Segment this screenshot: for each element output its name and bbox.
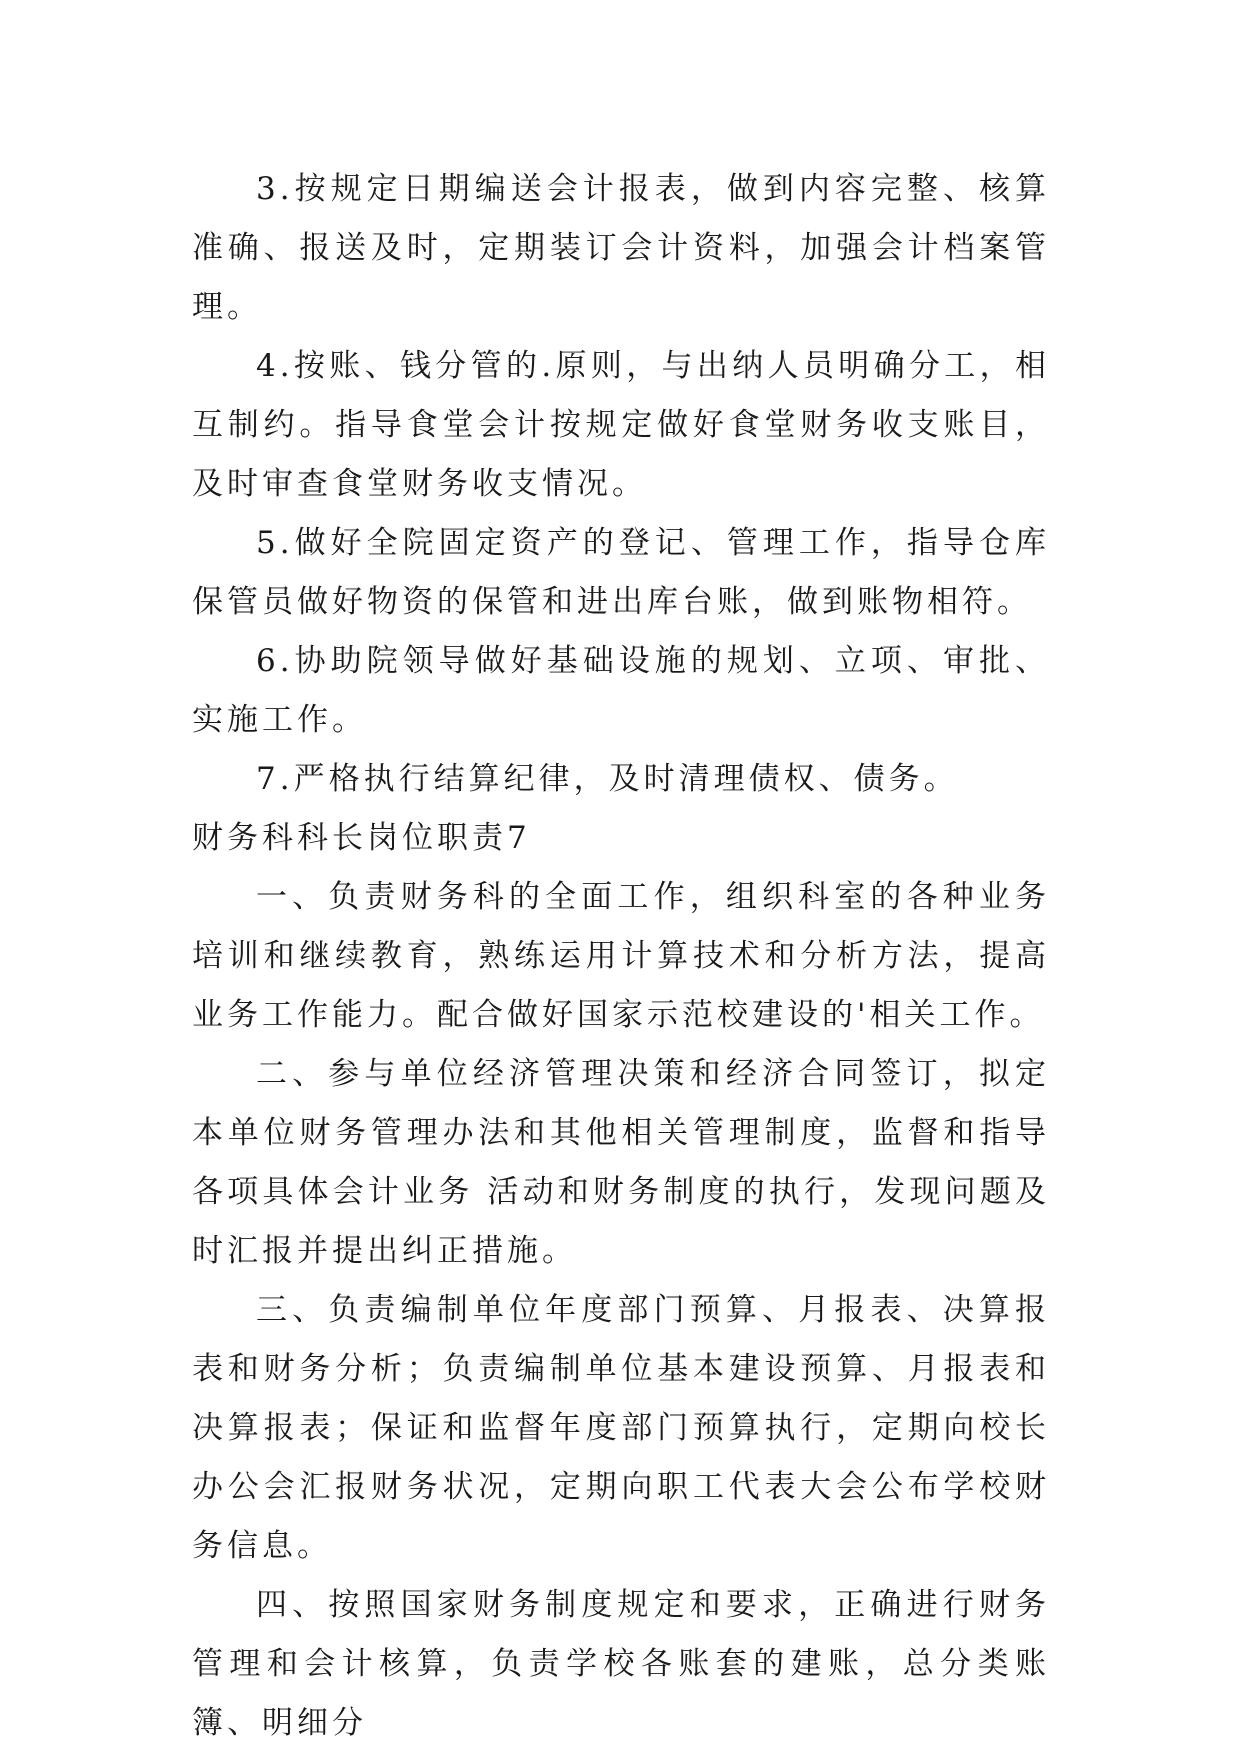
- paragraph-duty-1: 一、负责财务科的全面工作，组织科室的各种业务培训和继续教育，熟练运用计算技术和分析方法，提高业务工作能力。配合做好国家示范校建设的'相关工作。: [192, 879, 1050, 1033]
- paragraph-duty-4: 四、按照国家财务制度规定和要求，正确进行财务管理和会计核算，负责学校各账套的建账，总分类账簿、明细分: [192, 1587, 1050, 1741]
- document-body: [192, 160, 1050, 1753]
- paragraph-item-7: 7.严格执行结算纪律，及时清理债权、债务。: [256, 761, 959, 797]
- paragraph-duty-2: 二、参与单位经济管理决策和经济合同签订，拟定本单位财务管理办法和其他相关管理制度，监督和指导各项具体会计业务 活动和财务制度的执行，发现问题及时汇报并提出纠正措施。: [192, 1056, 1050, 1269]
- paragraph-item-4: 4.按账、钱分管的.原则，与出纳人员明确分工，相互制约。指导食堂会计按规定做好食堂财务收支账目，及时审查食堂财务收支情况。: [192, 348, 1050, 502]
- paragraph-item-5: 5.做好全院固定资产的登记、管理工作，指导仓库保管员做好物资的保管和进出库台账，做到账物相符。: [192, 525, 1050, 620]
- paragraph-duty-3: 三、负责编制单位年度部门预算、月报表、决算报表和财务分析；负责编制单位基本建设预算、月报表和决算报表；保证和监督年度部门预算执行，定期向校长办公会汇报财务状况，定期向职工代表大会公布学校财务信息。: [192, 1292, 1050, 1564]
- paragraph-item-6: 6.协助院领导做好基础设施的规划、立项、审批、实施工作。: [192, 643, 1050, 738]
- section-heading: 财务科科长岗位职责7: [192, 820, 531, 856]
- paragraph-item-3: 3.按规定日期编送会计报表，做到内容完整、核算准确、报送及时，定期装订会计资料，加强会计档案管理。: [192, 171, 1050, 325]
